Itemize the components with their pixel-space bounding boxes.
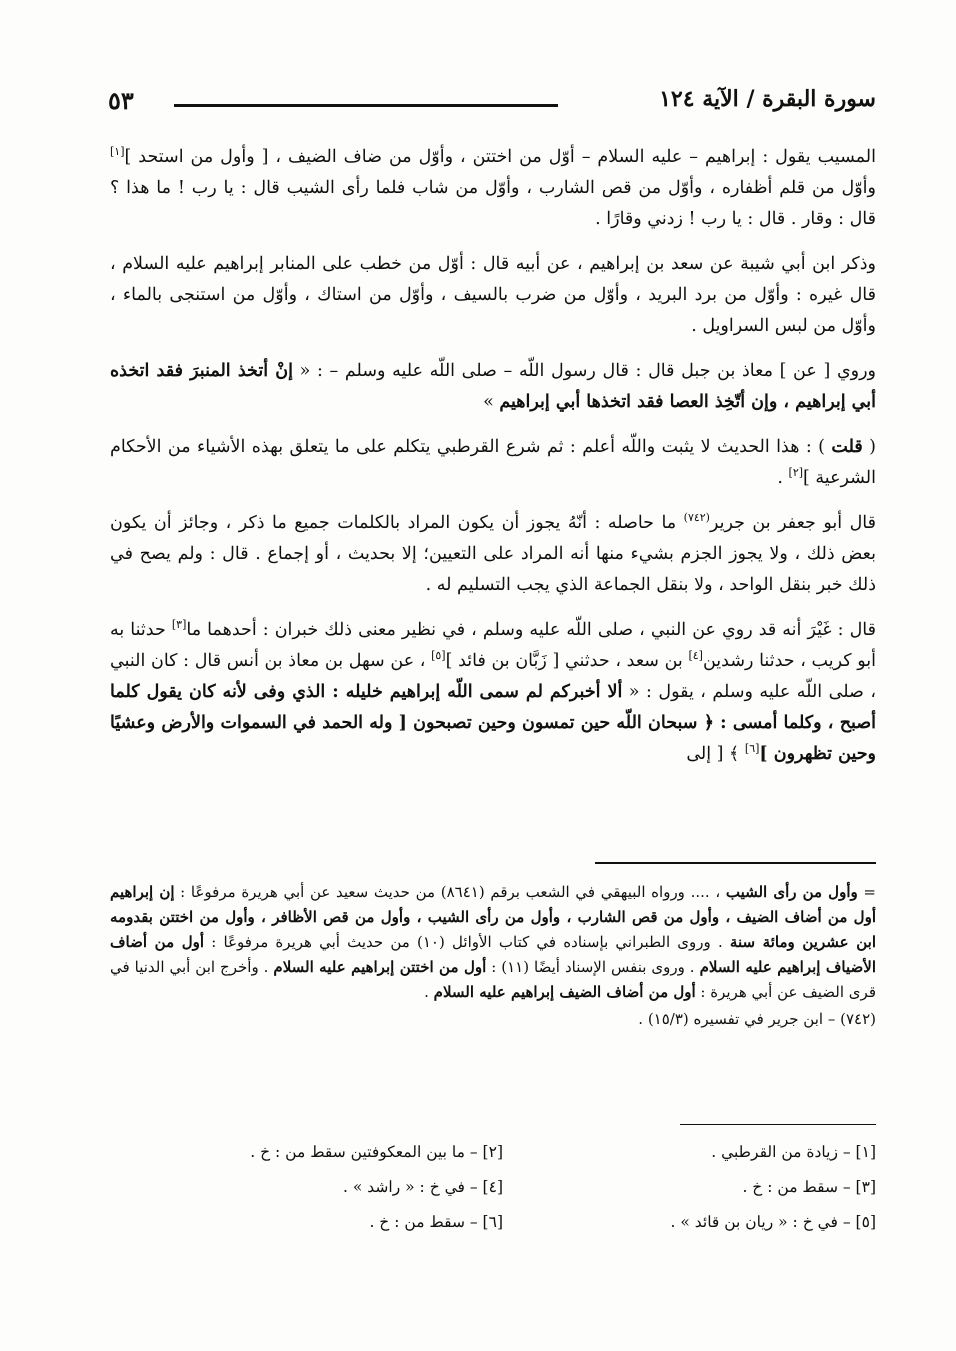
note-marker: (٧٤٢) (683, 511, 710, 525)
bold-text: وأول من رأى الشيب (725, 883, 858, 901)
footnotes-separator (680, 1124, 876, 1125)
footnote-marker: [٦] (744, 742, 760, 756)
text: قال : غَيْرَ أنه قد روي عن النبي ، صلى اللّه عليه وسلم ، في نظير معنى ذلك خبران : أحدهما ما (186, 620, 876, 640)
text: وأوّل من قلم أظفاره ، وأوّل من قص الشارب ، وأوّل من شاب فلما رأى الشيب قال : يا رب ! ما هذا ؟ قال : وقار . قال : يا رب ! زدني وقارًا . (110, 178, 876, 229)
footnote-marker: [١] (110, 145, 125, 159)
paragraph-2: وذكر ابن أبي شيبة عن سعد بن إبراهيم ، عن أبيه قال : أوّل من خطب على المنابر إبراهيم عليه السلام ، قال غيره : وأوّل من برد البريد ، وأوّل من ضرب بالسيف ، وأوّل من استاك ، وأوّل من استنجى بالماء ، وأوّل من لبس السراويل . (110, 254, 876, 336)
page-header (108, 86, 876, 126)
note-continued (110, 880, 876, 1005)
notes-separator (595, 862, 876, 864)
footnote-1: [١] – زيادة من القرطبي . (711, 1143, 876, 1161)
header-rule (174, 104, 558, 107)
text: ، .... ورواه البيهقي في الشعب برقم (٨٦٤١) من حديث سعيد عن أبي هريرة مرفوعًا : (174, 883, 726, 901)
bold-text: أول من أضاف الضيف إبراهيم عليه السلام (433, 983, 696, 1001)
text: . (424, 983, 434, 1001)
footnote-5: [٥] – في خ : « ريان بن قائد » . (670, 1213, 876, 1231)
text: حدثنا به أبو كريب ، حدثنا رشدين (110, 620, 876, 671)
text: . وروى الطبراني بإسناده في كتاب الأوائل (١٠) من حديث أبي هريرة مرفوعًا : (204, 933, 730, 951)
paragraph-1 (110, 142, 876, 235)
text: وروي [ عن ] معاذ بن جبل قال : قال رسول اللّه – صلى اللّه عليه وسلم – : « (292, 361, 876, 381)
bold-text: أول من اختتن إبراهيم عليه السلام (273, 958, 487, 976)
hadith-quote: إنْ أتخذ المنبرَ فقد اتخذه أبي إبراهيم ، وإن أتّخِذ العصا فقد اتخذها أبي إبراهيم (110, 361, 876, 412)
text: . (777, 468, 789, 488)
text: . وروى بنفس الإسناد أيضًا (١١) : (486, 958, 700, 976)
paragraph-5 (110, 508, 876, 601)
footnote-6: [٦] – سقط من : خ . (369, 1213, 503, 1231)
footnote-marker: [٥] (431, 649, 446, 663)
footnote-4: [٤] – في خ : « راشد » . (343, 1178, 503, 1196)
paragraph-4 (110, 432, 876, 494)
footnote-3: [٣] – سقط من : خ . (742, 1178, 876, 1196)
text: ) : هذا الحديث لا يثبت واللّه أعلم : ثم شرع القرطبي يتكلم على ما يتعلق بهذه الأشياء من الأحكام الشرعية ] (110, 437, 876, 488)
qultu-label: قلت (831, 437, 863, 457)
page-number: ٥٣ (108, 86, 134, 115)
text: قال أبو جعفر بن جرير (709, 513, 876, 533)
text: المسيب يقول : إبراهيم – عليه السلام – أوّل من اختتن ، وأوّل من ضاف الضيف ، [ وأول من استحد ] (124, 147, 876, 167)
running-title: سورة البقرة / الآية ١٢٤ (659, 86, 876, 112)
text: » (483, 392, 500, 412)
paragraph-6 (110, 615, 876, 770)
hadith-quote: ألا أخبركم لم سمى اللّه إبراهيم خليله : الذي وفى لأنه كان يقول كلما أصبح ، وكلما أمسى : ﴿ سبحان اللّه حين تمسون وحين تصبحون [ وله الحمد في السموات والأرض وعشيًا وحين تظهرون ] (110, 682, 876, 764)
text: = (857, 883, 876, 901)
main-text (110, 142, 876, 784)
footnotes (130, 1140, 876, 1235)
bold-text: إن إبراهيم أول من أضاف الضيف ، وأول من قص الشارب ، وأول من رأى الشيب ، وأول من قص الأظافر ، وأول من اختتن بقدومه ابن عشرين ومائة سنة (110, 883, 876, 951)
text: ما حاصله : أنّهُ يجوز أن يكون المراد بالكلمات جميع ما ذكر ، وجائز أن يكون بعض ذلك ، ولا يجوز الجزم بشيء منها أنه المراد على التعيين؛ إلا بحديث ، أو إجماع . قال : ولم يصح في ذلك خبر بنقل الواحد ، ولا بنقل الجماعة الذي يجب التسليم له . (110, 513, 876, 595)
paragraph-3 (110, 356, 876, 418)
text: . وأخرج ابن أبي الدنيا في قرى الضيف عن أبي هريرة : (110, 958, 876, 1001)
footnote-marker: [٣] (171, 618, 187, 632)
text: ، عن سهل بن معاذ بن أنس قال : كان النبي ، صلى اللّه عليه وسلم ، يقول : « (110, 651, 876, 702)
commentary-notes (110, 880, 876, 1034)
note-742: (٧٤٢) – ابن جرير في تفسيره (١٥/٣) . (638, 1010, 876, 1028)
text: ( (862, 437, 876, 457)
footnote-marker: [٤] (688, 649, 703, 663)
text: ﴾ [ إلى (686, 744, 745, 764)
footnote-2: [٢] – ما بين المعكوفتين سقط من : خ . (250, 1143, 503, 1161)
bold-text: أول من أضاف الأضياف إبراهيم عليه السلام (110, 933, 876, 976)
footnote-marker: [٢] (788, 466, 804, 480)
text: بن سعد ، حدثني [ زَبَّان بن فائد ] (445, 651, 689, 671)
